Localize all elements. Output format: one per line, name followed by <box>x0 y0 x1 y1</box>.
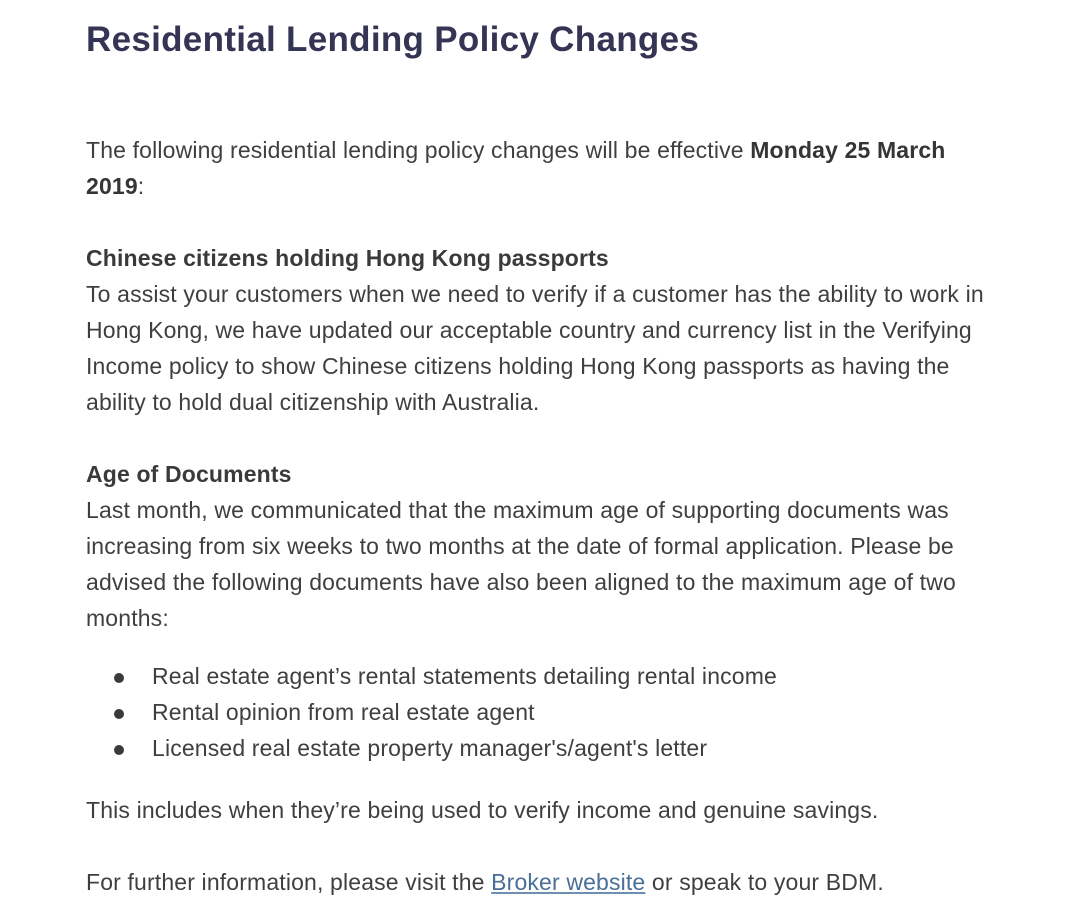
section-body-hong-kong: To assist your customers when we need to verify if a customer has the ability to work in Hong Kong, we have updated our acceptable country and currency list in the Verifying Income policy to show Chinese citizens holding Hong Kong passports as having the ability to hold dual citizenship with Australia. <box>86 281 984 415</box>
bullet-icon <box>114 673 124 683</box>
section-age-of-documents <box>86 456 1006 766</box>
broker-website-link[interactable]: Broker website <box>491 869 646 895</box>
intro-suffix: : <box>137 173 145 199</box>
documents-list <box>86 658 1006 766</box>
list-item <box>86 694 1006 730</box>
document-page <box>86 0 1006 900</box>
section-hong-kong-passports <box>86 240 1006 420</box>
section-heading-age: Age of Documents <box>86 461 292 487</box>
effective-date: Monday 25 March 2019 <box>86 137 946 199</box>
list-item-text: Rental opinion from real estate agent <box>152 699 535 725</box>
intro-paragraph <box>86 132 1006 204</box>
section-body-age: Last month, we communicated that the maximum age of supporting documents was increasing from six weeks to two months at the date of formal application. Please be advised the following documents have also been aligned to the maximum age of two months: <box>86 497 956 631</box>
further-suffix: or speak to your BDM. <box>645 869 884 895</box>
bullet-icon <box>114 709 124 719</box>
further-info-paragraph <box>86 864 1006 900</box>
list-item-text: Licensed real estate property manager's/agent's letter <box>152 735 708 761</box>
list-item <box>86 730 1006 766</box>
page-title: Residential Lending Policy Changes <box>86 20 700 59</box>
list-item-text: Real estate agent’s rental statements detailing rental income <box>152 663 777 689</box>
bullet-icon <box>114 745 124 755</box>
intro-text: The following residential lending policy changes will be effective <box>86 137 751 163</box>
includes-paragraph: This includes when they’re being used to verify income and genuine savings. <box>86 797 879 823</box>
section-heading-hong-kong: Chinese citizens holding Hong Kong passports <box>86 245 609 271</box>
further-prefix: For further information, please visit the <box>86 869 492 895</box>
list-item <box>86 658 1006 694</box>
